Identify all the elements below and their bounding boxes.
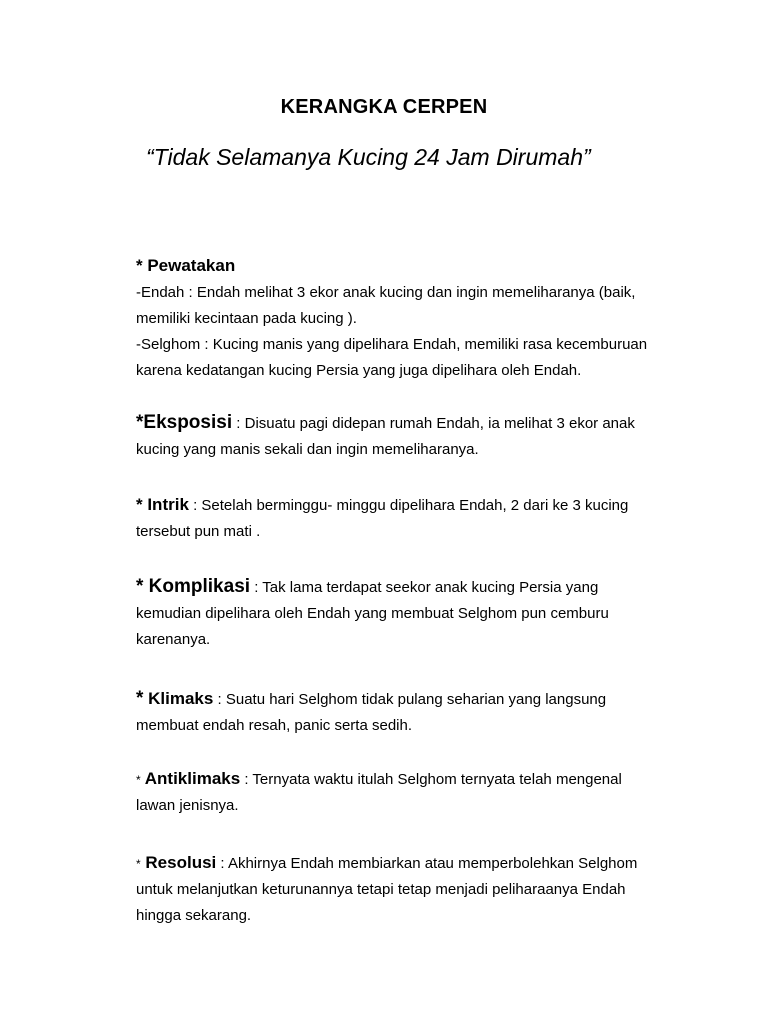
section-intrik: [136, 492, 696, 545]
eksposisi-text: kucing yang manis sekali dan ingin memeliharanya.: [136, 441, 479, 458]
section-eksposisi: [136, 410, 696, 463]
story-title: “Tidak Selamanya Kucing 24 Jam Dirumah”: [146, 144, 591, 170]
pewatakan-line: karena kedatangan kucing Persia yang juga dipelihara oleh Endah.: [136, 362, 582, 379]
eksposisi-label: *Eksposisi: [136, 412, 233, 433]
komplikasi-text: : Tak lama terdapat seekor anak kucing Persia yang: [250, 579, 599, 596]
klimaks-star: *: [136, 688, 144, 709]
antiklimaks-text: lawan jenisnya.: [136, 797, 239, 814]
intrik-label: * Intrik: [136, 495, 189, 514]
antiklimaks-label: Antiklimaks: [140, 769, 241, 788]
klimaks-text: membuat endah resah, panic serta sedih.: [136, 717, 412, 734]
document-title: KERANGKA CERPEN: [280, 96, 488, 118]
komplikasi-text: kemudian dipelihara oleh Endah yang membuat Selghom pun cemburu: [136, 605, 609, 622]
resolusi-text: untuk melanjutkan keturunannya tetapi tetap menjadi peliharaanya Endah: [136, 881, 626, 898]
section-klimaks: [136, 686, 696, 739]
resolusi-text: hingga sekarang.: [136, 907, 252, 924]
section-pewatakan: [136, 252, 696, 384]
komplikasi-label: * Komplikasi: [136, 576, 251, 597]
resolusi-star: *: [136, 857, 141, 871]
pewatakan-line: -Selghom : Kucing manis yang dipelihara Endah, memiliki rasa kecemburuan: [136, 336, 648, 353]
klimaks-label: Klimaks: [143, 689, 214, 708]
pewatakan-line: -Endah : Endah melihat 3 ekor anak kucing dan ingin memeliharanya (baik,: [136, 284, 636, 301]
section-antiklimaks: [136, 766, 696, 819]
klimaks-text: : Suatu hari Selghom tidak pulang seharian yang langsung: [213, 691, 607, 708]
resolusi-label: Resolusi: [140, 853, 217, 872]
section-resolusi: [136, 850, 696, 929]
intrik-text: : Setelah berminggu- minggu dipelihara Endah, 2 dari ke 3 kucing: [188, 497, 629, 514]
intrik-text: tersebut pun mati .: [136, 523, 261, 540]
antiklimaks-text: : Ternyata waktu itulah Selghom ternyata telah mengenal: [240, 771, 622, 788]
pewatakan-line: memiliki kecintaan pada kucing ).: [136, 310, 357, 327]
section-komplikasi: [136, 574, 696, 653]
antiklimaks-star: *: [136, 773, 141, 787]
resolusi-text: : Akhirnya Endah membiarkan atau memperbolehkan Selghom: [216, 855, 638, 872]
pewatakan-heading: * Pewatakan: [136, 256, 236, 275]
eksposisi-text: : Disuatu pagi didepan rumah Endah, ia melihat 3 ekor anak: [232, 415, 635, 432]
komplikasi-text: karenanya.: [136, 631, 211, 648]
